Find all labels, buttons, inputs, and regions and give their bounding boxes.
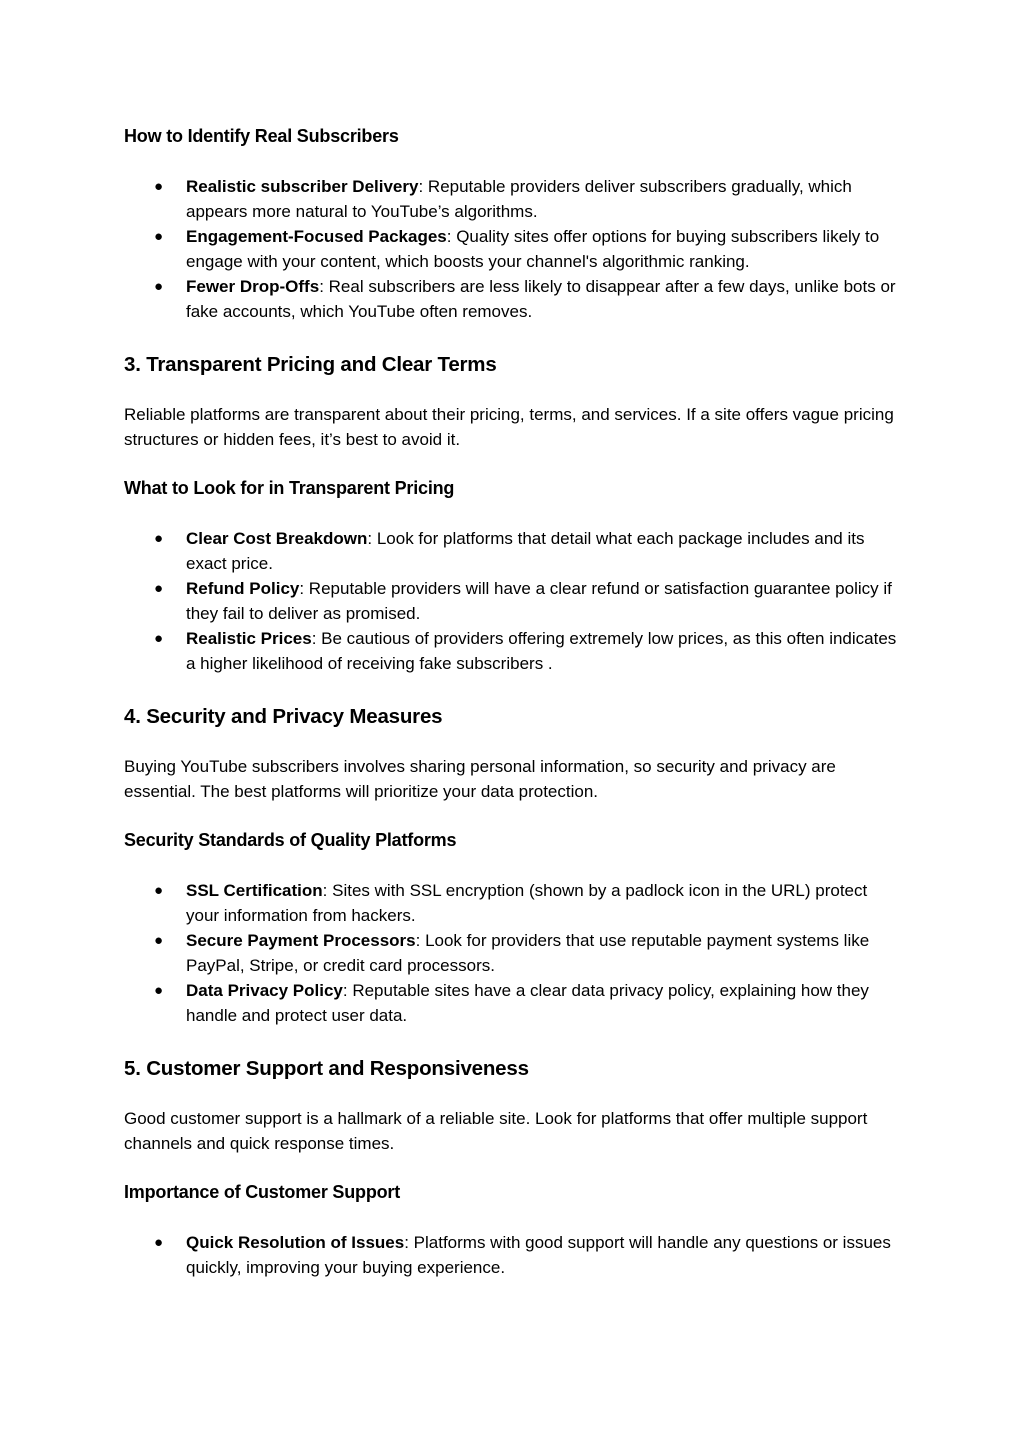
list-item [124, 1230, 900, 1280]
bullet-icon: ● [154, 982, 164, 999]
bullet-term: Realistic subscriber Delivery [186, 177, 419, 196]
bullet-term: Clear Cost Breakdown [186, 529, 368, 548]
list-item [124, 274, 900, 324]
section-intro-paragraph: Good customer support is a hallmark of a reliable site. Look for platforms that offer multiple support channels and quick response times. [124, 1109, 868, 1153]
bullet-text: : Look for providers that use reputable payment systems like PayPal, Stripe, or credit card processors. [186, 931, 870, 975]
bullet-list-support [124, 1230, 904, 1280]
bullet-icon: ● [154, 932, 164, 949]
bullet-icon: ● [154, 882, 164, 899]
bullet-list-pricing [124, 526, 904, 676]
bullet-icon: ● [154, 630, 164, 647]
bullet-term: Refund Policy [186, 579, 300, 598]
bullet-text: : Real subscribers are less likely to disappear after a few days, unlike bots or fake accounts, which YouTube often removes. [186, 277, 896, 321]
bullet-text: : Reputable providers will have a clear refund or satisfaction guarantee policy if they fail to deliver as promised. [186, 579, 892, 623]
bullet-text: : Reputable sites have a clear data privacy policy, explaining how they handle and protect user data. [186, 981, 869, 1025]
bullet-list-security [124, 878, 904, 1028]
section-transparent-pricing [124, 352, 904, 676]
list-item [124, 174, 900, 224]
bullet-text: : Be cautious of providers offering extremely low prices, as this often indicates a higher likelihood of receiving fake subscribers . [186, 629, 897, 673]
list-item [124, 878, 900, 928]
document-page [124, 112, 904, 1280]
list-item [124, 576, 900, 626]
bullet-icon: ● [154, 278, 164, 295]
section-intro-paragraph: Buying YouTube subscribers involves sharing personal information, so security and privacy are essential. The best platforms will prioritize your data protection. [124, 757, 836, 801]
list-item [124, 526, 900, 576]
section-identify-real-subscribers [124, 124, 904, 324]
section-title-customer-support: 5. Customer Support and Responsiveness [124, 1057, 529, 1080]
section-customer-support [124, 1056, 904, 1280]
section-intro-paragraph: Reliable platforms are transparent about their pricing, terms, and services. If a site offers vague pricing structures or hidden fees, it’s best to avoid it. [124, 405, 894, 449]
bullet-term: Realistic Prices [186, 629, 312, 648]
bullet-icon: ● [154, 228, 164, 245]
bullet-term: SSL Certification [186, 881, 323, 900]
bullet-icon: ● [154, 530, 164, 547]
list-item [124, 224, 900, 274]
subheading-transparent-pricing: What to Look for in Transparent Pricing [124, 478, 455, 498]
subheading-customer-support: Importance of Customer Support [124, 1182, 401, 1202]
subheading-security-standards: Security Standards of Quality Platforms [124, 830, 457, 850]
section-title-transparent-pricing: 3. Transparent Pricing and Clear Terms [124, 353, 497, 376]
bullet-text: : Quality sites offer options for buying subscribers likely to engage with your content, which boosts your channel's algorithmic ranking. [186, 227, 880, 271]
bullet-icon: ● [154, 1234, 164, 1251]
bullet-term: Engagement-Focused Packages [186, 227, 447, 246]
bullet-term: Fewer Drop-Offs [186, 277, 320, 296]
list-item [124, 978, 900, 1028]
bullet-term: Data Privacy Policy [186, 981, 343, 1000]
bullet-icon: ● [154, 580, 164, 597]
bullet-term: Secure Payment Processors [186, 931, 416, 950]
list-item [124, 626, 900, 676]
bullet-term: Quick Resolution of Issues [186, 1233, 405, 1252]
subheading-identify-real-subscribers: How to Identify Real Subscribers [124, 126, 399, 146]
bullet-list-identify [124, 174, 904, 324]
list-item [124, 928, 900, 978]
bullet-text: : Platforms with good support will handle any questions or issues quickly, improving your buying experience. [186, 1233, 891, 1277]
bullet-text: : Look for platforms that detail what each package includes and its exact price. [186, 529, 865, 573]
bullet-text: : Reputable providers deliver subscribers gradually, which appears more natural to YouTube’s algorithms. [186, 177, 852, 221]
section-security-privacy [124, 704, 904, 1028]
section-title-security-privacy: 4. Security and Privacy Measures [124, 705, 443, 728]
bullet-text: : Sites with SSL encryption (shown by a padlock icon in the URL) protect your information from hackers. [186, 881, 868, 925]
bullet-icon: ● [154, 178, 164, 195]
